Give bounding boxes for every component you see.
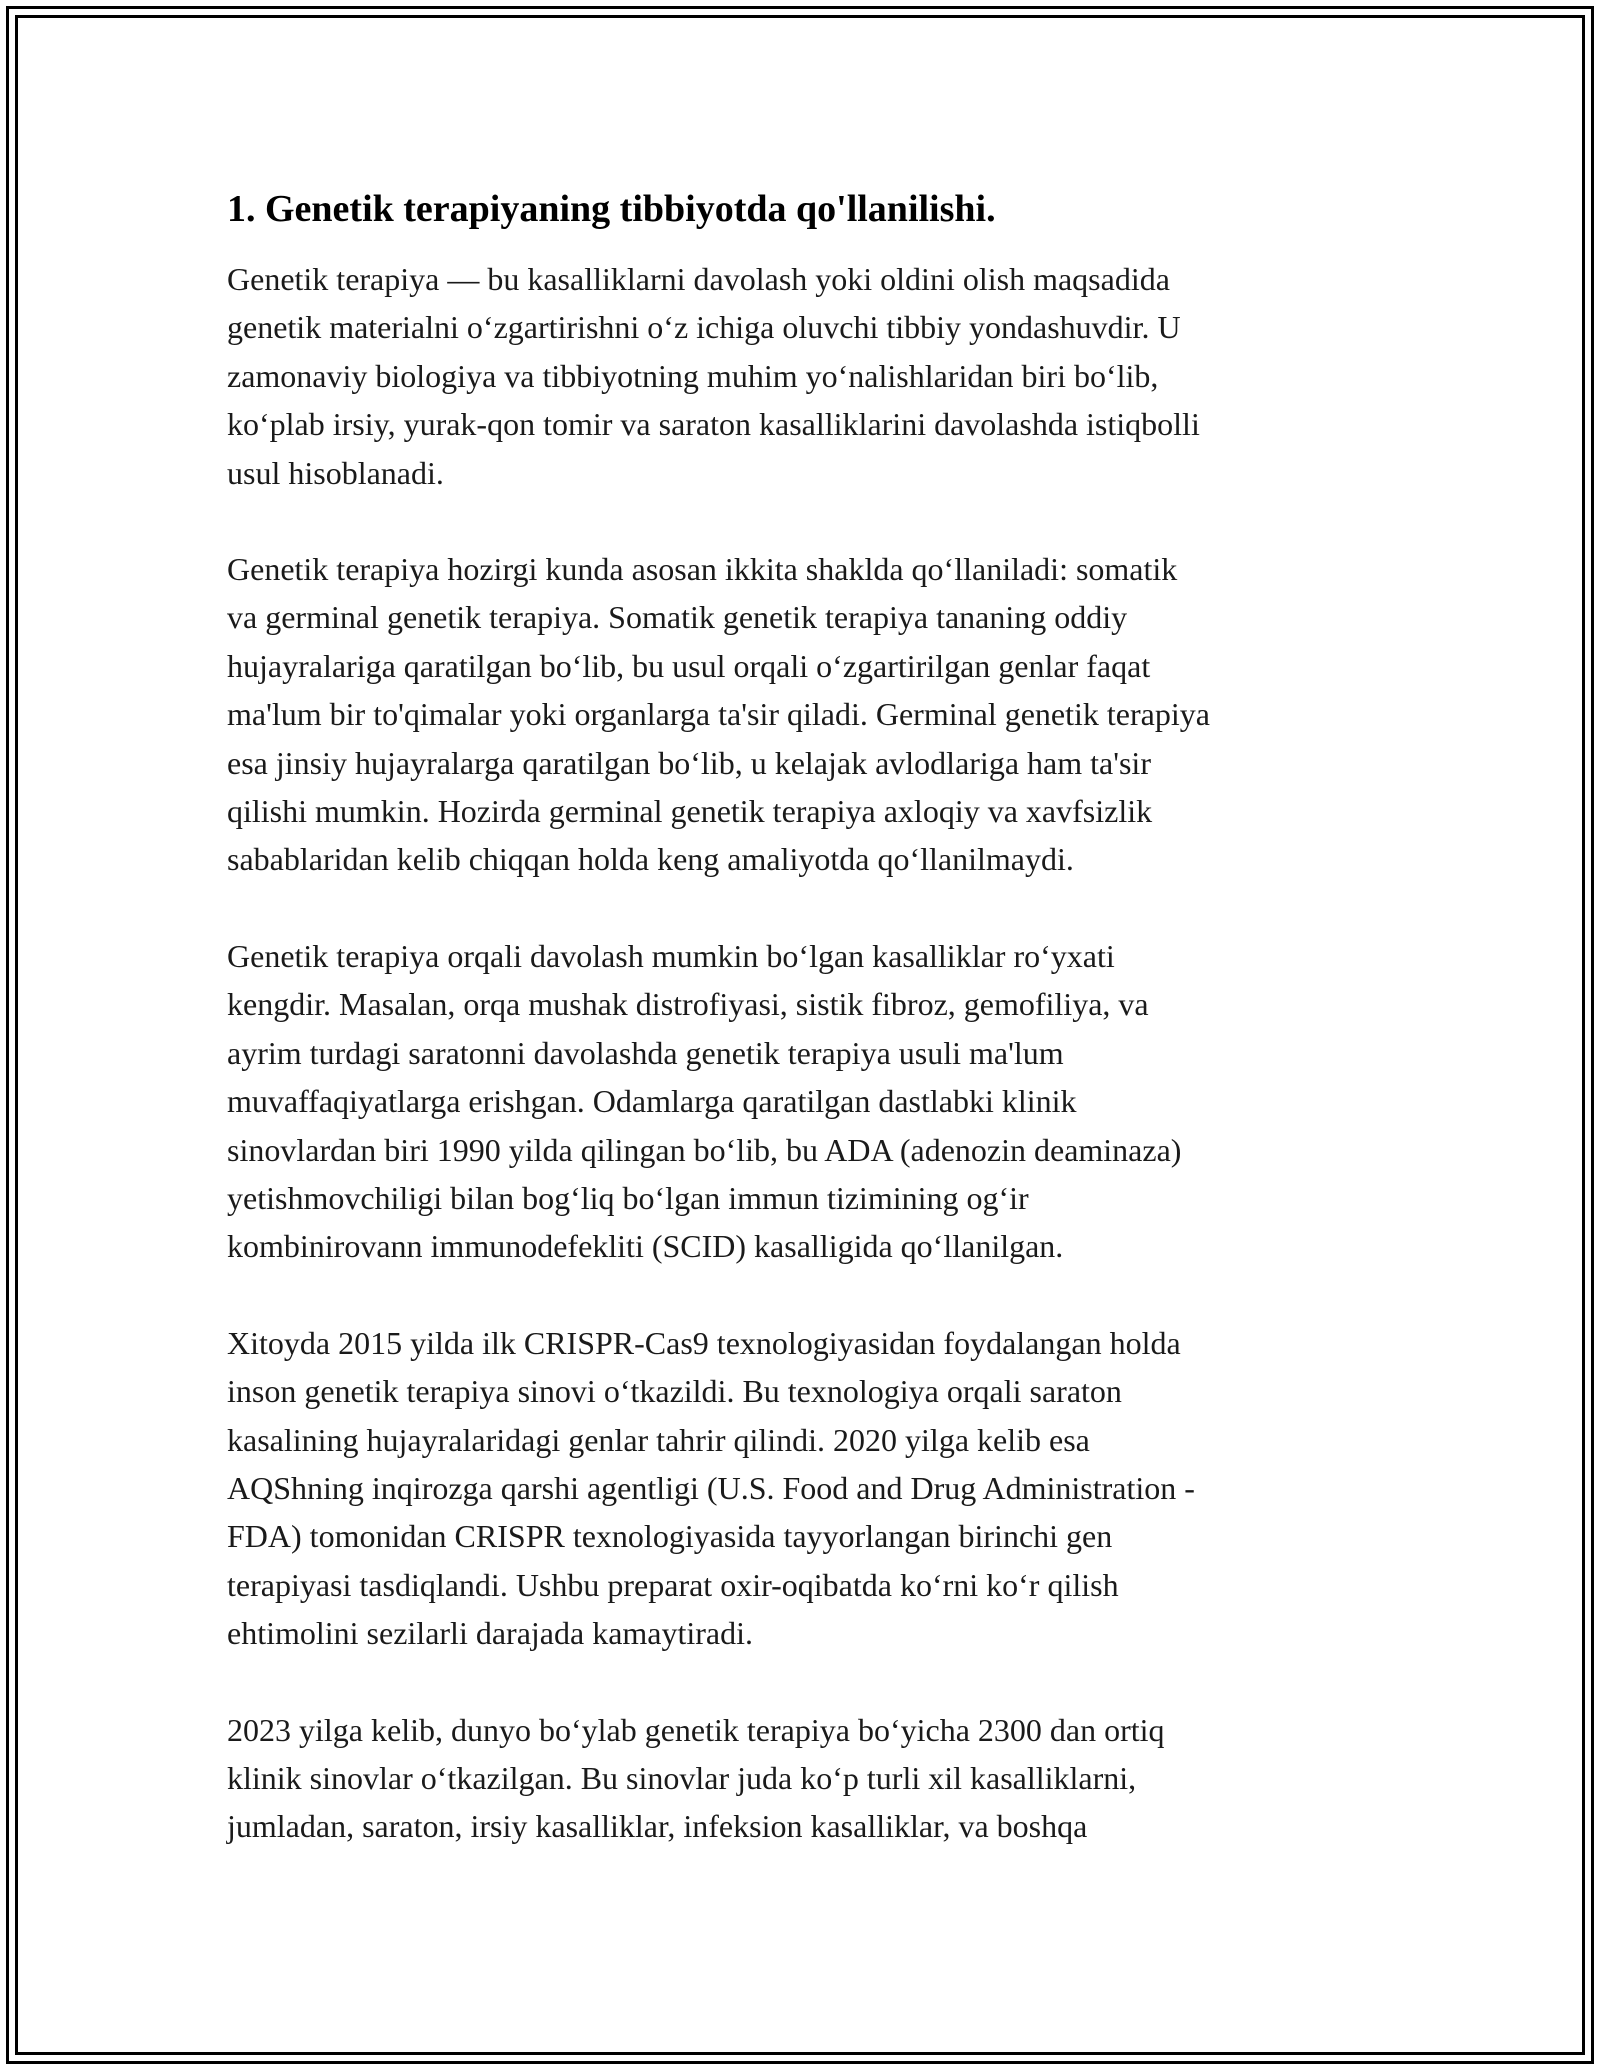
- paragraph-line: Xitoyda 2015 yilda ilk CRISPR-Cas9 texnologiyasidan foydalangan holda: [227, 1324, 1181, 1361]
- paragraph-line: Genetik terapiya — bu kasalliklarni davolash yoki oldini olish maqsadida: [227, 261, 1170, 297]
- paragraph-line: 2023 yilga kelib, dunyo bo‘ylab genetik terapiya bo‘yicha 2300 dan ortiq: [227, 1711, 1165, 1748]
- paragraph-line: klinik sinovlar o‘tkazilgan. Bu sinovlar juda ko‘p turli xil kasalliklarni,: [227, 1759, 1137, 1796]
- paragraph-line: terapiyasi tasdiqlandi. Ushbu preparat oxir-oqibatda ko‘rni ko‘r qilish: [227, 1566, 1119, 1603]
- paragraph-4: [227, 1319, 1377, 1658]
- paragraph-line: hujayralariga qaratilgan bo‘lib, bu usul orqali o‘zgartirilgan genlar faqat: [227, 647, 1151, 684]
- paragraph-line: kasalining hujayralaridagi genlar tahrir qilindi. 2020 yilga kelib esa: [227, 1421, 1090, 1458]
- paragraph-3: [227, 932, 1377, 1271]
- section-heading: 1. Genetik terapiyaning tibbiyotda qo'llanilishi.: [227, 188, 996, 230]
- paragraph-line: sabablaridan kelib chiqqan holda keng amaliyotda qo‘llanilmaydi.: [227, 841, 1074, 878]
- paragraph-line: zamonaviy biologiya va tibbiyotning muhim yo‘nalishlaridan biri bo‘lib,: [227, 357, 1159, 394]
- paragraph-line: va germinal genetik terapiya. Somatik genetik terapiya tananing oddiy: [227, 599, 1128, 636]
- paragraph-line: ko‘plab irsiy, yurak-qon tomir va saraton kasalliklarini davolashda istiqbolli: [227, 406, 1200, 443]
- paragraph-line: ma'lum bir to'qimalar yoki organlarga ta'sir qiladi. Germinal genetik terapiya: [227, 696, 1210, 733]
- paragraph-line: jumladan, saraton, irsiy kasalliklar, infeksion kasalliklar, va boshqa: [227, 1808, 1088, 1845]
- paragraph-line: esa jinsiy hujayralarga qaratilgan bo‘lib, u kelajak avlodlariga ham ta'sir: [227, 744, 1151, 781]
- paragraph-line: usul hisoblanadi.: [227, 454, 444, 491]
- paragraph-line: FDA) tomonidan CRISPR texnologiyasida tayyorlangan birinchi gen: [227, 1518, 1113, 1555]
- paragraph-2: [227, 545, 1377, 884]
- paragraph-line: muvaffaqiyatlarga erishgan. Odamlarga qaratilgan dastlabki klinik: [227, 1083, 1077, 1120]
- paragraph-line: Genetik terapiya hozirgi kunda asosan ikkita shaklda qo‘llaniladi: somatik: [227, 551, 1178, 588]
- paragraph-line: ehtimolini sezilarli darajada kamaytiradi.: [227, 1615, 754, 1652]
- paragraph-line: Genetik terapiya orqali davolash mumkin bo‘lgan kasalliklar ro‘yxati: [227, 937, 1115, 974]
- paragraph-1: [227, 255, 1377, 497]
- paragraph-line: genetik materialni o‘zgartirishni o‘z ichiga oluvchi tibbiy yondashuvdir. U: [227, 309, 1181, 346]
- paragraph-line: sinovlardan biri 1990 yilda qilingan bo‘lib, bu ADA (adenozin deaminaza): [227, 1131, 1182, 1168]
- paragraph-line: yetishmovchiligi bilan bog‘liq bo‘lgan immun tizimining og‘ir: [227, 1179, 1029, 1216]
- paragraph-line: ayrim turdagi saratonni davolashda genetik terapiya usuli ma'lum: [227, 1034, 1064, 1071]
- paragraph-line: inson genetik terapiya sinovi o‘tkazildi. Bu texnologiya orqali saraton: [227, 1373, 1122, 1410]
- document-body: [227, 185, 1377, 1899]
- paragraph-line: kengdir. Masalan, orqa mushak distrofiyasi, sistik fibroz, gemofiliya, va: [227, 986, 1149, 1023]
- paragraph-line: kombinirovann immunodefekliti (SCID) kasalligida qo‘llanilgan.: [227, 1228, 1064, 1265]
- paragraph-5: [227, 1706, 1377, 1851]
- paragraph-line: qilishi mumkin. Hozirda germinal genetik terapiya axloqiy va xavfsizlik: [227, 793, 1153, 830]
- paragraph-line: AQShning inqirozga qarshi agentligi (U.S. Food and Drug Administration -: [227, 1469, 1195, 1506]
